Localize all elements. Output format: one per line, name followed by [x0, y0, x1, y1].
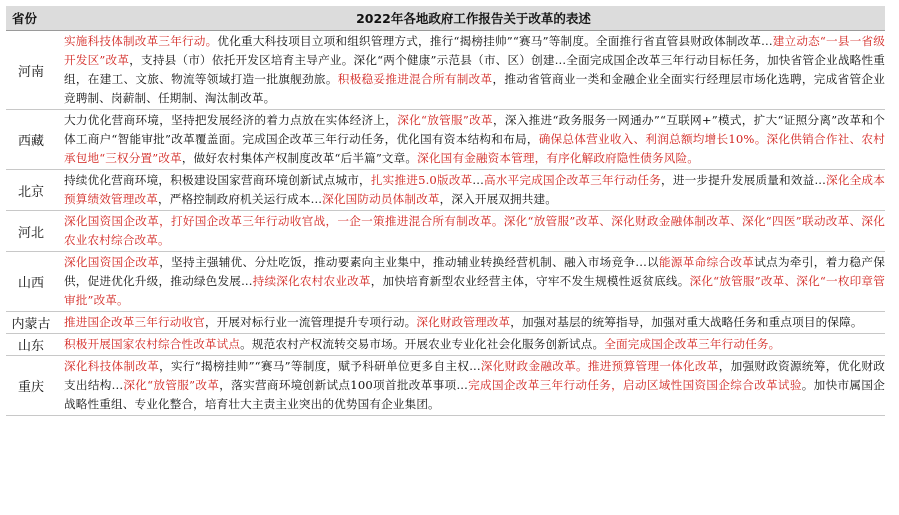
table-row	[6, 31, 885, 110]
reform-description-cell	[62, 356, 885, 416]
description-text: ，坚持主强辅优、分灶吃饭，推动要素向主业集中，推动辅业转换经营机制、融入市场竞争...以	[159, 255, 659, 269]
description-text: ，深入开展双拥共建。	[439, 192, 558, 206]
province-cell: 重庆	[6, 356, 62, 416]
reform-description-cell	[62, 334, 885, 356]
description-text: 优化重大科技项目立项和组织管理方式，推行“揭榜挂帅”“赛马”等制度。全面推行省直管县财政体制改革...	[217, 34, 773, 48]
highlighted-reform-text: 高水平完成国企改革三年行动任务	[483, 173, 662, 187]
table-row	[6, 211, 885, 252]
province-cell: 山西	[6, 252, 62, 312]
description-text: ，加强对基层的统筹指导，加强对重大战略任务和重点项目的保障。	[510, 315, 863, 329]
province-cell: 河南	[6, 31, 62, 110]
description-text: ，严格控制政府机关运行成本...	[157, 192, 323, 206]
highlighted-reform-text: 深化国有金融资本管理，有序化解政府隐性债务风险。	[417, 151, 700, 165]
highlighted-reform-text: 深化全成本预算绩效管理改革	[64, 173, 885, 206]
description-text: ，深入推进“政务服务一网通办”“互联网+”模式，扩大“证照分离”改革和个体工商户“智能审批”改革覆盖面。完成国企改革三年行动任务，优化国有资本结构和布局，	[64, 113, 885, 146]
description-text: 。规范农村产权流转交易市场。开展农业专业化社会化服务创新试点。	[240, 337, 605, 351]
description-text: 。加快市属国企战略性重组、专业化整合，培育壮大主责主业突出的优势国有企业集团。	[64, 378, 885, 411]
description-text: ，进一步提升发展质量和效益...	[661, 173, 826, 187]
reform-description-cell	[62, 211, 885, 252]
province-cell: 北京	[6, 170, 62, 211]
highlighted-reform-text: 深化国资国企改革，打好国企改革三年行动收官战，一企一策推进混合所有制改革。深化“放管服”改革、深化财政金融体制改革、深化“四医”联动改革、深化农业农村综合改革。	[64, 214, 885, 247]
highlighted-reform-text: 实施科技体制改革三年行动。	[64, 34, 218, 48]
reform-description-cell	[62, 31, 885, 110]
description-text: ...	[472, 173, 484, 187]
highlighted-reform-text: 深化科技体制改革	[64, 359, 160, 373]
highlighted-reform-text: 深化国防动员体制改革	[322, 192, 440, 206]
description-text: ，落实营商环境创新试点100项首批改革事项...	[219, 378, 468, 392]
description-text: ，加强财政资源统筹，优化财政支出结构...	[64, 359, 885, 392]
reform-table	[6, 6, 885, 416]
table-row	[6, 312, 885, 334]
description-text: ，支持县（市）依托开发区培育主导产业。深化“两个健康”示范县（市、区）创建...全面完成国企改革三年行动目标任务，加快省管企业战略性重组，在建工、文旅、物流等领域打造一批旗舰劲旅。	[64, 53, 886, 86]
highlighted-reform-text: 积极开展国家农村综合性改革试点	[64, 337, 241, 351]
reform-description-cell	[62, 252, 885, 312]
table-row	[6, 110, 885, 170]
reform-description-cell	[62, 110, 885, 170]
province-cell: 山东	[6, 334, 62, 356]
description-text: 大力优化营商环境，坚持把发展经济的着力点放在实体经济上，	[64, 113, 398, 127]
reform-description-cell	[62, 170, 885, 211]
highlighted-reform-text: 能源革命综合改革	[658, 255, 755, 269]
reform-description-cell	[62, 312, 885, 334]
highlighted-reform-text: 全面完成国企改革三年行动任务。	[604, 337, 781, 351]
highlighted-reform-text: 深化“放管服”改革、深化“一枚印章管审批”改革。	[64, 274, 885, 307]
description-text: ，开展对标行业一流管理提升专项行动。	[204, 315, 417, 329]
highlighted-reform-text: 扎实推进5.0版改革	[370, 173, 473, 187]
highlighted-reform-text: 完成国企改革三年行动任务，启动区域性国资国企综合改革试验	[467, 378, 802, 392]
highlighted-reform-text: 深化国资国企改革	[64, 255, 160, 269]
description-text: ，实行“揭榜挂帅”“赛马”等制度，赋予科研单位更多自主权...	[159, 359, 481, 373]
highlighted-reform-text: 持续深化农村农业改革	[252, 274, 371, 288]
province-column-header: 省份	[6, 6, 62, 31]
table-header-row	[6, 6, 885, 31]
description-text: ，推动省管商业一类和金融企业全面实行经理层市场化选聘，完成省管企业竞聘制、岗薪制、任期制、淘汰制改革。	[64, 72, 886, 105]
highlighted-reform-text: 确保总体营业收入、利润总额均增长10%。深化供销合作社、农村承包地“三权分置”改革	[64, 132, 885, 165]
table-body	[6, 31, 885, 416]
province-cell: 内蒙古	[6, 312, 62, 334]
table-row	[6, 252, 885, 312]
description-text: ，做好农村集体产权制度改革“后半篇”文章。	[181, 151, 418, 165]
highlighted-reform-text: 深化“放管服”改革	[397, 113, 493, 127]
table-row	[6, 170, 885, 211]
description-text: 试点为牵引，着力稳产保供，促进优化升级，推动绿色发展...	[64, 255, 885, 288]
table-title: 2022年各地政府工作报告关于改革的表述	[62, 6, 885, 31]
highlighted-reform-text: 深化财政金融改革。推进预算管理一体化改革	[480, 359, 719, 373]
table-row	[6, 356, 885, 416]
highlighted-reform-text: 积极稳妥推进混合所有制改革	[337, 72, 493, 86]
highlighted-reform-text: 建立动态“一县一省级开发区”改革	[64, 34, 885, 67]
description-text: ，加快培育新型农业经营主体，守牢不发生规模性返贫底线。	[370, 274, 690, 288]
highlighted-reform-text: 深化财政管理改革	[416, 315, 511, 329]
highlighted-reform-text: 深化“放管服”改革	[123, 378, 220, 392]
description-text: 持续优化营商环境，积极建设国家营商环境创新试点城市，	[64, 173, 371, 187]
highlighted-reform-text: 推进国企改革三年行动收官	[64, 315, 205, 329]
province-cell: 河北	[6, 211, 62, 252]
table-row	[6, 334, 885, 356]
province-cell: 西藏	[6, 110, 62, 170]
